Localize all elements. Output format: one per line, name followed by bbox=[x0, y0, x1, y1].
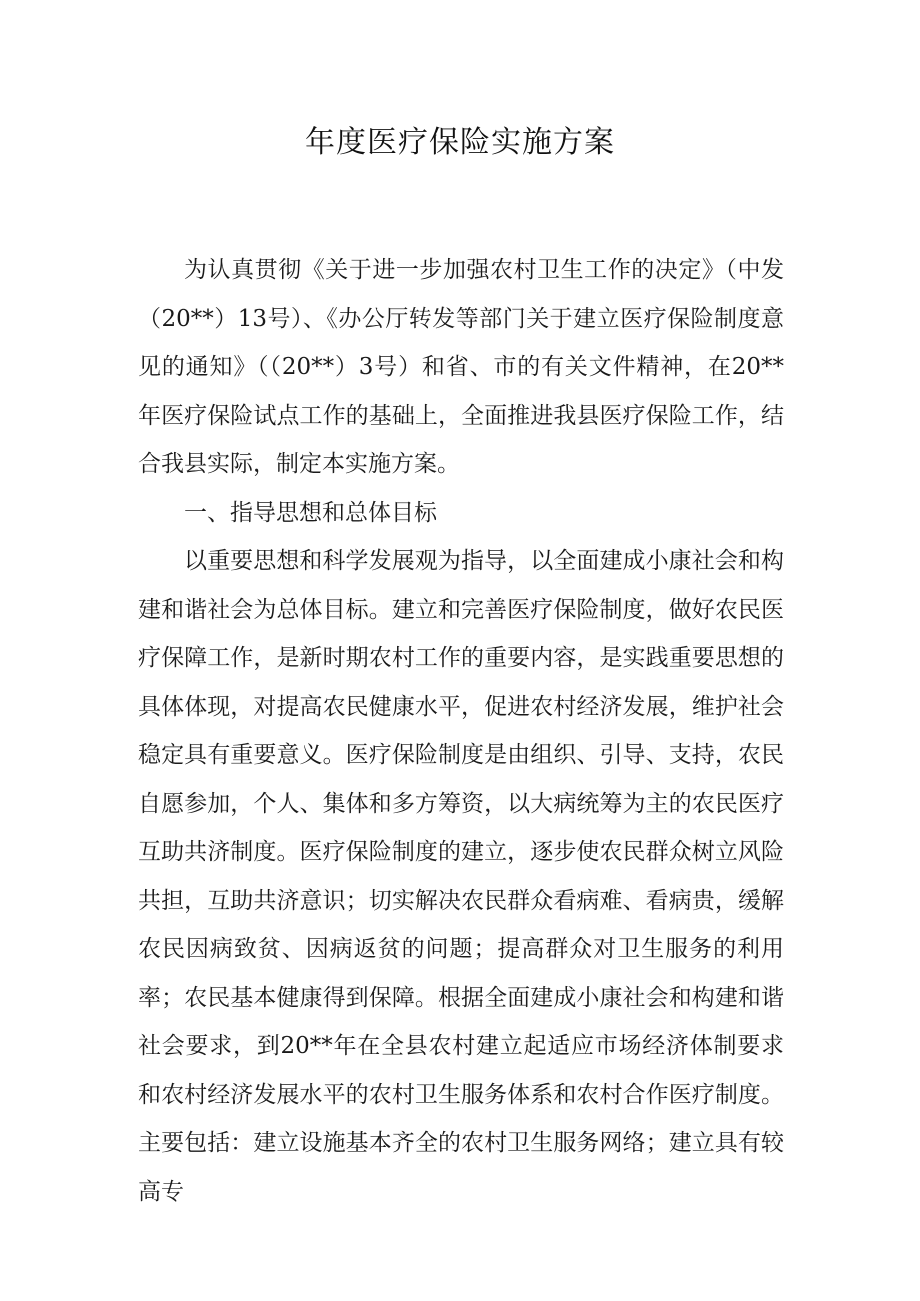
guiding-thought-paragraph: 以重要思想和科学发展观为指导，以全面建成小康社会和构建和谐社会为总体目标。建立和完善医疗保险制度，做好农民医疗保障工作，是新时期农村工作的重要内容，是实践重要思想的具体体现，对提高农民健康水平，促进农村经济发展，维护社会稳定具有重要意义。医疗保险制度是由组织、引导、支持，农民自愿参加，个人、集体和多方筹资，以大病统筹为主的农民医疗互助共济制度。医疗保险制度的建立，逐步使农民群众树立风险共担，互助共济意识；切实解决农民群众看病难、看病贵，缓解农民因病致贫、因病返贫的问题；提高群众对卫生服务的利用率；农民基本健康得到保障。根据全面建成小康社会和构建和谐社会要求，到20**年在全县农村建立起适应市场经济体制要求和农村经济发展水平的农村卫生服务体系和农村合作医疗制度。主要包括：建立设施基本齐全的农村卫生服务网络；建立具有较高专 bbox=[138, 548, 784, 1205]
intro-paragraph: 为认真贯彻《关于进一步加强农村卫生工作的决定》（中发（20**）13号）、《办公厅转发等部门关于建立医疗保险制度意见的通知》（（20**）3号）和省、市的有关文件精神，在20**年医疗保险试点工作的基础上，全面推进我县医疗保险工作，结合我县实际，制定本实施方案。 bbox=[138, 257, 784, 477]
document-title: 年度医疗保险实施方案 bbox=[305, 125, 615, 160]
document-body bbox=[138, 246, 784, 1216]
section-heading: 一、指导思想和总体目标 bbox=[184, 499, 437, 526]
